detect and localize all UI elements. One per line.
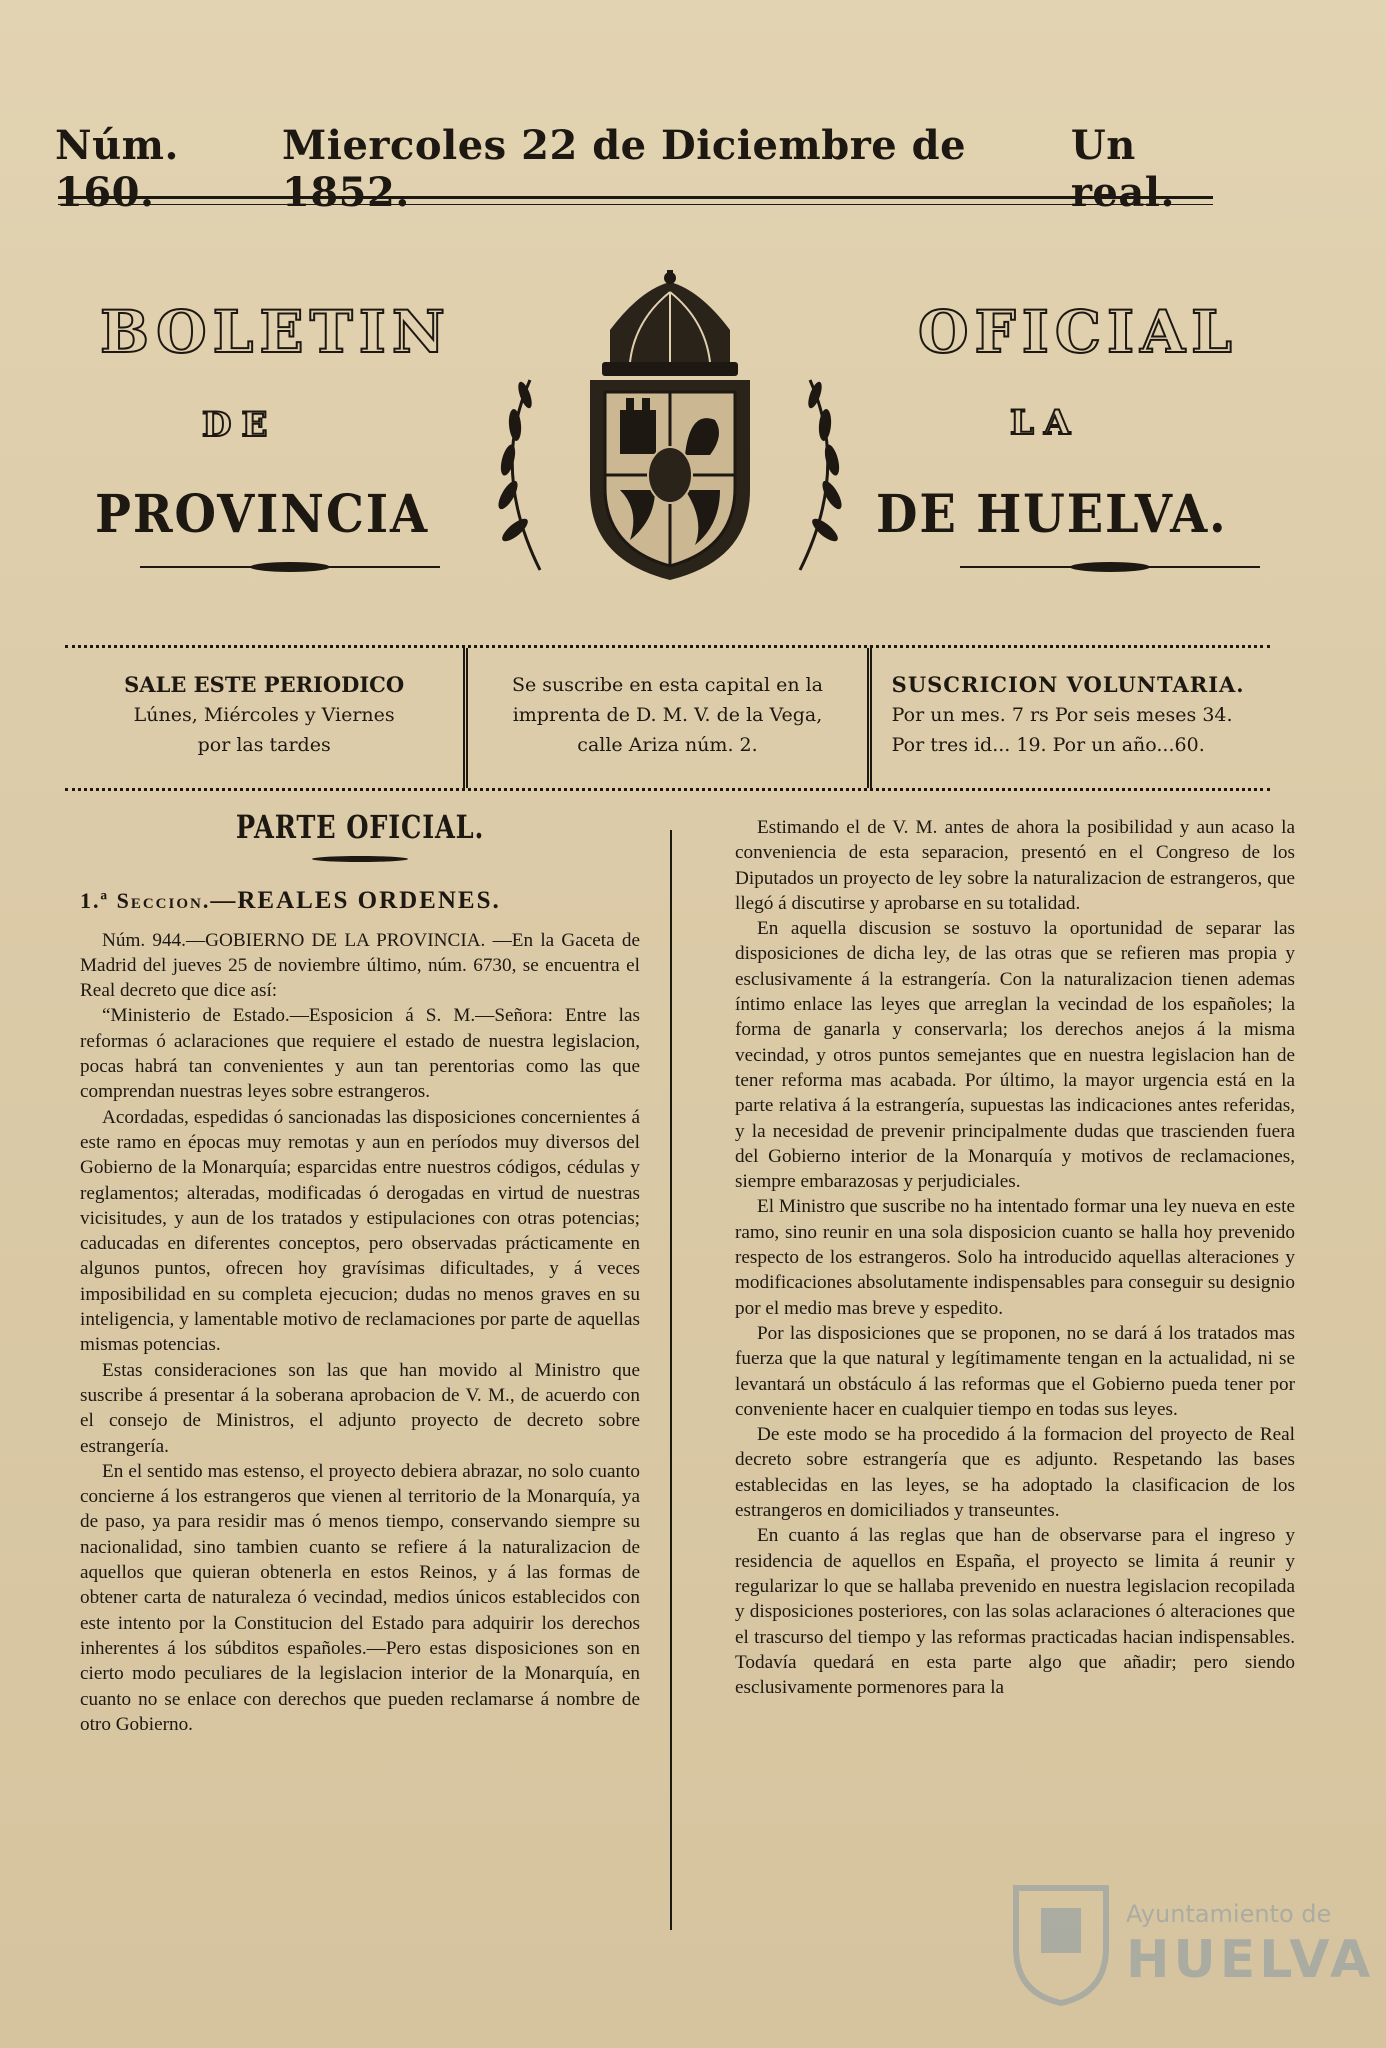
title-word-boletin: BOLETIN (100, 298, 451, 366)
title-word-oficial: OFICIAL (918, 298, 1238, 366)
paragraph: El Ministro que suscribe no ha intentado formar una ley nueva en este ramo, sino reunir en una sola disposicion cuanto se halla hoy prevenido respecto de los estrangeros. Solo ha introducido aquellas alteraciones y modificaciones absolutamente indispensables para conseguir su designio por el medio mas breve y espedito. (735, 1196, 1295, 1319)
section-number: 1.ª Seccion. (80, 888, 211, 914)
issue-price: Un real. (1070, 122, 1175, 216)
title-word-de-huelva: DE HUELVA. (876, 484, 1228, 545)
prices-line-2: Por tres id... 19. Por un año...60. (891, 734, 1205, 756)
place-line-3: calle Ariza núm. 2. (577, 734, 758, 756)
column-divider (670, 830, 672, 1930)
subscription-box (65, 645, 1270, 791)
subscription-prices (872, 648, 1270, 788)
watermark-logo (1006, 1878, 1375, 2008)
section-heading (80, 888, 640, 913)
title-ornament-right (960, 560, 1260, 574)
header-rule-bottom (58, 204, 1213, 205)
paragraph: En aquella discusion se sostuvo la oportunidad de separar las disposiciones de dicha ley, de las otras que se refieren mas propia y esclusivamente á la estrangería. Con la naturalizacion tienen ademas íntimo enlace las leyes que arreglan la vecindad de los españoles; la forma de ganarla y conservarla; los derechos anejos á la misma vecindad, y otros puntos semejantes que en nuestra legislacion han de tener reforma mas acabada. Por último, la mayor urgencia está en la parte relativa á la estrangería, supuestas las indicaciones antes referidas, y la necesidad de prevenir principalmente dudas que trascienden fuera del Gobierno interior de la Monarquía y motivos de reclamaciones, siempre embarazosas y perjudiciales. (735, 918, 1295, 1193)
paragraph: Estimando el de V. M. antes de ahora la posibilidad y aun acaso la conveniencia de esta separacion, presentó en el Congreso de los Diputados un proyecto de ley sobre la naturalizacion de estrangeros, que llegó á discutirse y aprobarse en su totalidad. (735, 817, 1295, 914)
watermark-shield-icon (1006, 1878, 1116, 2008)
paragraph: En el sentido mas estenso, el proyecto debiera abrazar, no solo cuanto concierne á los estrangeros que vienen al territorio de la Monarquía, ya de paso, ya para residir mas ó menos tiempo, conservando siempre su nacionalidad, sino tambien cuanto se refiere á la naturalizacion de aquellos que quieran obtenerla en estos Reinos, y á las formas de obtener carta de naturaleza ó vecindad, medios únicos establecidos con este intento por la Constitucion del Estado para adquirir los derechos inherentes á los súbditos españoles.—Pero estas disposiciones son en cierto modo peculiares de la legislacion interior de la Monarquía, en cuanto no se enlace con derechos que pueden reclamarse á nombre de otro Gobierno. (80, 1460, 640, 1735)
title-ornament-left (140, 560, 440, 574)
title-word-la: LA (1010, 403, 1081, 443)
royal-crest-icon (470, 270, 870, 590)
prices-heading: SUSCRICION VOLUNTARIA. (891, 672, 1245, 697)
paragraph: Núm. 944.—GOBIERNO DE LA PROVINCIA. —En la Gaceta de Madrid del jueves 25 de noviembre último, núm. 6730, se encuentra el Real decreto que dice así: (80, 929, 640, 1002)
paragraph: Acordadas, espedidas ó sancionadas las disposiciones concernientes á este ramo en épocas muy remotas y aun en períodos muy diversos del Gobierno de la Monarquía; esparcidas entre nuestros códigos, cédulas y reglamentos; alteradas, modificadas ó derogadas en virtud de nuestras vicisitudes, y aun de los tratados y estipulaciones con otras potencias; caducadas en diferentes conceptos, pero observadas prácticamente en algunos puntos, ofrecen hoy gravísimas dificultades, y á veces imposibilidad en su completa ejecucion; dudas no menos graves en su inteligencia, y lamentable motivo de reclamaciones por parte de aquellas mismas potencias. (80, 1106, 640, 1356)
section-name: —REALES ORDENES. (210, 887, 501, 915)
paragraph: De este modo se ha procedido á la formacion del proyecto de Real decreto sobre estrangería que es adjunto. Respetando las bases establecidas en las leyes, se ha adoptado la clasificacion de los estrangeros en domiciliados y transeuntes. (735, 1424, 1295, 1522)
schedule-days: Lúnes, Miércoles y Viernes (133, 704, 395, 726)
section-ornament (310, 854, 410, 864)
issue-date: Miercoles 22 de Diciembre de 1852. (281, 122, 967, 216)
watermark-text-line1: Ayuntamiento de (1126, 1900, 1332, 1928)
paragraph: En cuanto á las reglas que han de observarse para el ingreso y residencia de aquellos en España, el proyecto se limita á reunir y regularizar lo que se hallaba prevenido en nuestra legislacion recopilada y disposiciones posteriores, con las solas aclaraciones ó alteraciones que el trascurso del tiempo y las reformas practicadas hacian indispensables. Todavía quedará en esta parte algo que añadir; pero siendo esclusivamente pormenores para la (735, 1525, 1295, 1699)
publication-schedule (65, 648, 463, 788)
title-word-de: DE (202, 405, 278, 445)
place-line-2: imprenta de D. M. V. de la Vega, (512, 704, 823, 726)
title-word-provincia: PROVINCIA (95, 484, 429, 545)
left-column (80, 808, 640, 1737)
subscription-place (463, 648, 871, 788)
paragraph: Estas consideraciones son las que han movido al Ministro que suscribe á presentar á la soberana aprobacion de V. M., de acuerdo con el consejo de Ministros, el adjunto proyecto de decreto sobre estrangería. (80, 1359, 640, 1457)
right-column (735, 815, 1295, 1700)
schedule-heading: SALE ESTE PERIODICO (124, 672, 405, 697)
prices-line-1: Por un mes. 7 rs Por seis meses 34. (891, 704, 1233, 726)
paragraph: Por las disposiciones que se proponen, no se dará á los tratados mas fuerza que la que natural y legítimamente tengan en la actualidad, ni se levantará un obstáculo á las reformas que el Gobierno pueda tener por conveniente hacer en cualquier tiempo en todas sus leyes. (735, 1322, 1295, 1420)
header-rule-top (58, 196, 1213, 199)
section-title: PARTE OFICIAL. (235, 808, 485, 846)
masthead-line (55, 122, 1246, 216)
issue-number: Núm. 160. (55, 122, 179, 216)
schedule-time: por las tardes (197, 734, 331, 756)
paragraph: “Ministerio de Estado.—Esposicion á S. M.—Señora: Entre las reformas ó aclaraciones que requiere el estado de nuestra legislacion, pocas habrá tan convenientes y aun tan perentorias como las que comprendan nuestras leyes sobre estrangeros. (80, 1005, 640, 1103)
watermark-text-line2: HUELVA (1126, 1930, 1375, 1990)
place-line-1: Se suscribe en esta capital en la (511, 674, 823, 696)
